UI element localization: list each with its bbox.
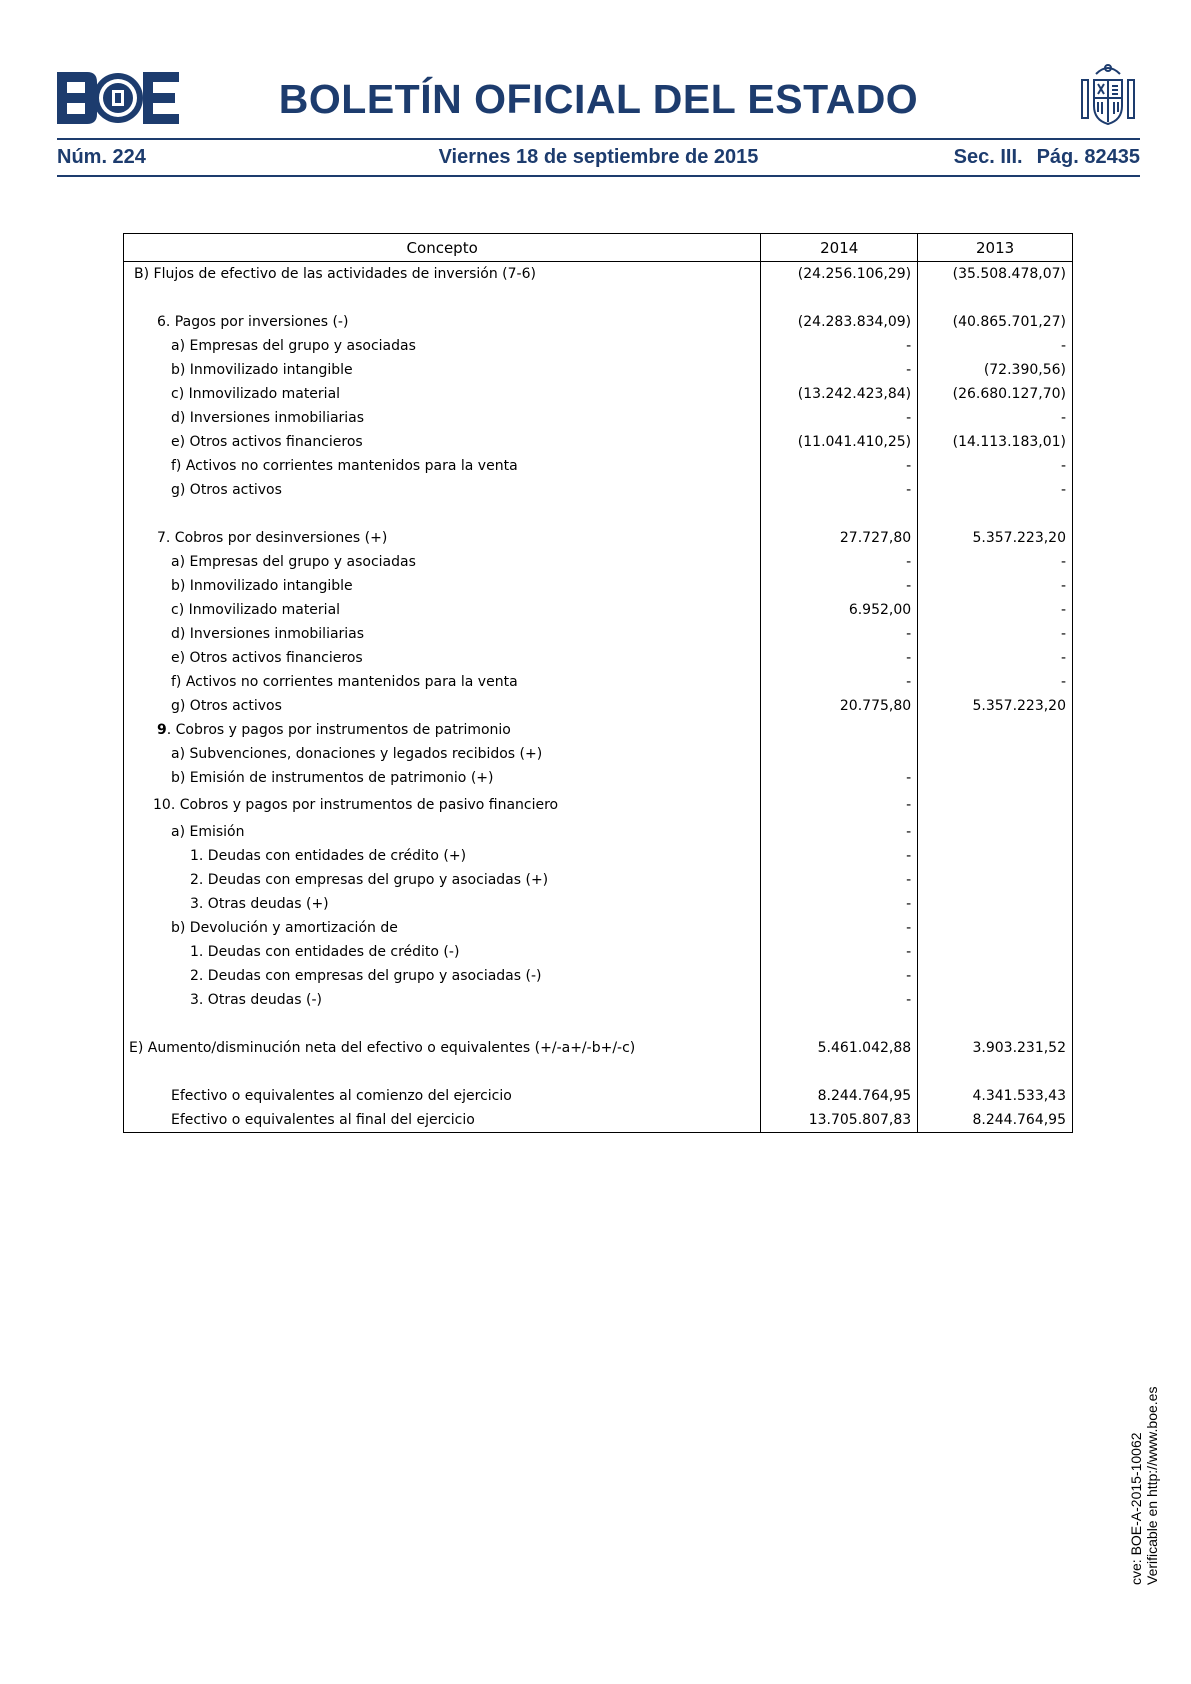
value-2013: 5.357.223,20	[918, 526, 1073, 550]
header-2013: 2013	[918, 234, 1073, 262]
value-2013: (26.680.127,70)	[918, 382, 1073, 406]
value-2014: (24.283.834,09)	[761, 310, 918, 334]
value-2013: 5.357.223,20	[918, 694, 1073, 718]
row-label: c) Inmovilizado material	[124, 382, 761, 406]
value-2014: 6.952,00	[761, 598, 918, 622]
row-label: 2. Deudas con empresas del grupo y asociadas (+)	[124, 868, 761, 892]
value-2013: 8.244.764,95	[918, 1108, 1073, 1133]
value-2014: -	[761, 358, 918, 382]
verify-url: Verificable en http://www.boe.es	[1144, 1386, 1160, 1585]
table-row	[124, 550, 1073, 574]
value-2013: (72.390,56)	[918, 358, 1073, 382]
value-2014: 13.705.807,83	[761, 1108, 918, 1133]
table-row	[124, 382, 1073, 406]
value-2013	[918, 916, 1073, 940]
page-header	[57, 70, 1140, 180]
value-2013: -	[918, 334, 1073, 358]
value-2014: -	[761, 916, 918, 940]
value-2013	[918, 820, 1073, 844]
value-2014	[761, 718, 918, 742]
value-2013: -	[918, 670, 1073, 694]
section-label: Sec. III.	[953, 146, 1023, 168]
table-row	[124, 964, 1073, 988]
table-row	[124, 574, 1073, 598]
value-2013: -	[918, 478, 1073, 502]
value-2013: -	[918, 622, 1073, 646]
table-row	[124, 820, 1073, 844]
table-row	[124, 670, 1073, 694]
row-label: B) Flujos de efectivo de las actividades de inversión (7-6)	[124, 262, 761, 287]
value-2014: -	[761, 406, 918, 430]
table-row	[124, 454, 1073, 478]
value-2014: -	[761, 790, 918, 820]
table-row	[124, 478, 1073, 502]
value-2014: -	[761, 574, 918, 598]
value-2013	[918, 742, 1073, 766]
value-2014: (24.256.106,29)	[761, 262, 918, 287]
value-2014: -	[761, 868, 918, 892]
table-row	[124, 1108, 1073, 1133]
row-label: 1. Deudas con entidades de crédito (-)	[124, 940, 761, 964]
row-label: Efectivo o equivalentes al comienzo del ejercicio	[124, 1084, 761, 1108]
cash-flow-table	[123, 233, 1073, 1133]
value-2014: -	[761, 988, 918, 1012]
value-2014: -	[761, 892, 918, 916]
cve-code: cve: BOE-A-2015-10062	[1128, 1432, 1144, 1585]
value-2014: -	[761, 622, 918, 646]
row-label: Efectivo o equivalentes al final del ejercicio	[124, 1108, 761, 1133]
section-page	[954, 146, 1140, 169]
row-label: 7. Cobros por desinversiones (+)	[124, 526, 761, 550]
value-2014: -	[761, 766, 918, 790]
value-2013: -	[918, 646, 1073, 670]
value-2013	[918, 868, 1073, 892]
table-row	[124, 262, 1073, 287]
value-2013	[918, 940, 1073, 964]
coat-of-arms-icon	[1076, 62, 1140, 128]
row-label: 6. Pagos por inversiones (-)	[124, 310, 761, 334]
header-concepto: Concepto	[124, 234, 761, 262]
value-2013: (40.865.701,27)	[918, 310, 1073, 334]
table-row	[124, 868, 1073, 892]
value-2014: -	[761, 964, 918, 988]
table-row	[124, 988, 1073, 1012]
value-2013: (35.508.478,07)	[918, 262, 1073, 287]
table-row	[124, 892, 1073, 916]
row-label: 10. Cobros y pagos por instrumentos de pasivo financiero	[124, 790, 761, 820]
row-label: b) Inmovilizado intangible	[124, 358, 761, 382]
table-row	[124, 1084, 1073, 1108]
header-2014: 2014	[761, 234, 918, 262]
value-2014: 20.775,80	[761, 694, 918, 718]
value-2014: -	[761, 550, 918, 574]
verification-note	[1128, 1387, 1160, 1585]
row-label: f) Activos no corrientes mantenidos para la venta	[124, 670, 761, 694]
table-row	[124, 694, 1073, 718]
value-2014: -	[761, 670, 918, 694]
value-2014: -	[761, 478, 918, 502]
value-2013: -	[918, 574, 1073, 598]
table-row	[124, 310, 1073, 334]
row-label: d) Inversiones inmobiliarias	[124, 622, 761, 646]
spacer-row	[124, 1012, 1073, 1036]
row-label: 3. Otras deudas (+)	[124, 892, 761, 916]
row-label: b) Emisión de instrumentos de patrimonio (+)	[124, 766, 761, 790]
value-2013	[918, 790, 1073, 820]
value-2013	[918, 766, 1073, 790]
table-row	[124, 526, 1073, 550]
row-label: b) Inmovilizado intangible	[124, 574, 761, 598]
issue-number: Núm. 224	[57, 146, 146, 168]
row-label: 3. Otras deudas (-)	[124, 988, 761, 1012]
row-label: 2. Deudas con empresas del grupo y asociadas (-)	[124, 964, 761, 988]
value-2014: (13.242.423,84)	[761, 382, 918, 406]
header-rule-bottom	[57, 175, 1140, 177]
value-2013	[918, 988, 1073, 1012]
value-2014: -	[761, 844, 918, 868]
row-label: f) Activos no corrientes mantenidos para la venta	[124, 454, 761, 478]
value-2013: 3.903.231,52	[918, 1036, 1073, 1060]
table-row	[124, 718, 1073, 742]
table-header-row	[124, 234, 1073, 262]
table-row	[124, 646, 1073, 670]
value-2014: 27.727,80	[761, 526, 918, 550]
spacer-row	[124, 1060, 1073, 1084]
value-2014: -	[761, 334, 918, 358]
value-2013	[918, 718, 1073, 742]
table-row	[124, 916, 1073, 940]
header-rule-top	[57, 138, 1140, 140]
table-row	[124, 622, 1073, 646]
value-2013: -	[918, 454, 1073, 478]
row-label: a) Empresas del grupo y asociadas	[124, 334, 761, 358]
value-2014: -	[761, 454, 918, 478]
page-title: BOLETÍN OFICIAL DEL ESTADO	[278, 76, 919, 122]
table-row	[124, 844, 1073, 868]
row-label-number: 9	[157, 722, 167, 738]
row-label-text: . Cobros y pagos por instrumentos de patrimonio	[166, 722, 511, 738]
value-2014: (11.041.410,25)	[761, 430, 918, 454]
issue-date: Viernes 18 de septiembre de 2015	[438, 146, 759, 168]
value-2014: -	[761, 646, 918, 670]
value-2013: 4.341.533,43	[918, 1084, 1073, 1108]
row-label: a) Subvenciones, donaciones y legados recibidos (+)	[124, 742, 761, 766]
spacer-row	[124, 286, 1073, 310]
value-2014	[761, 742, 918, 766]
spacer-row	[124, 502, 1073, 526]
table-row	[124, 1036, 1073, 1060]
row-label: g) Otros activos	[124, 478, 761, 502]
row-label: E) Aumento/disminución neta del efectivo o equivalentes (+/-a+/-b+/-c)	[124, 1036, 761, 1060]
row-label: c) Inmovilizado material	[124, 598, 761, 622]
value-2013: -	[918, 598, 1073, 622]
value-2014: 5.461.042,88	[761, 1036, 918, 1060]
row-label: g) Otros activos	[124, 694, 761, 718]
table-row	[124, 940, 1073, 964]
value-2013: -	[918, 550, 1073, 574]
row-label: d) Inversiones inmobiliarias	[124, 406, 761, 430]
row-label: e) Otros activos financieros	[124, 430, 761, 454]
row-label: a) Emisión	[124, 820, 761, 844]
row-label	[124, 718, 761, 742]
row-label: 1. Deudas con entidades de crédito (+)	[124, 844, 761, 868]
table-row	[124, 598, 1073, 622]
value-2014: -	[761, 820, 918, 844]
table-row	[124, 742, 1073, 766]
value-2014: -	[761, 940, 918, 964]
row-label: a) Empresas del grupo y asociadas	[124, 550, 761, 574]
value-2013: -	[918, 406, 1073, 430]
table-row	[124, 430, 1073, 454]
table-row	[124, 358, 1073, 382]
value-2014: 8.244.764,95	[761, 1084, 918, 1108]
value-2013	[918, 892, 1073, 916]
value-2013	[918, 964, 1073, 988]
page-number: Pág. 82435	[1036, 146, 1140, 168]
table-row	[124, 406, 1073, 430]
row-label: e) Otros activos financieros	[124, 646, 761, 670]
row-label: b) Devolución y amortización de	[124, 916, 761, 940]
value-2013	[918, 844, 1073, 868]
table-row	[124, 790, 1073, 820]
table-row	[124, 766, 1073, 790]
value-2013: (14.113.183,01)	[918, 430, 1073, 454]
table-row	[124, 334, 1073, 358]
